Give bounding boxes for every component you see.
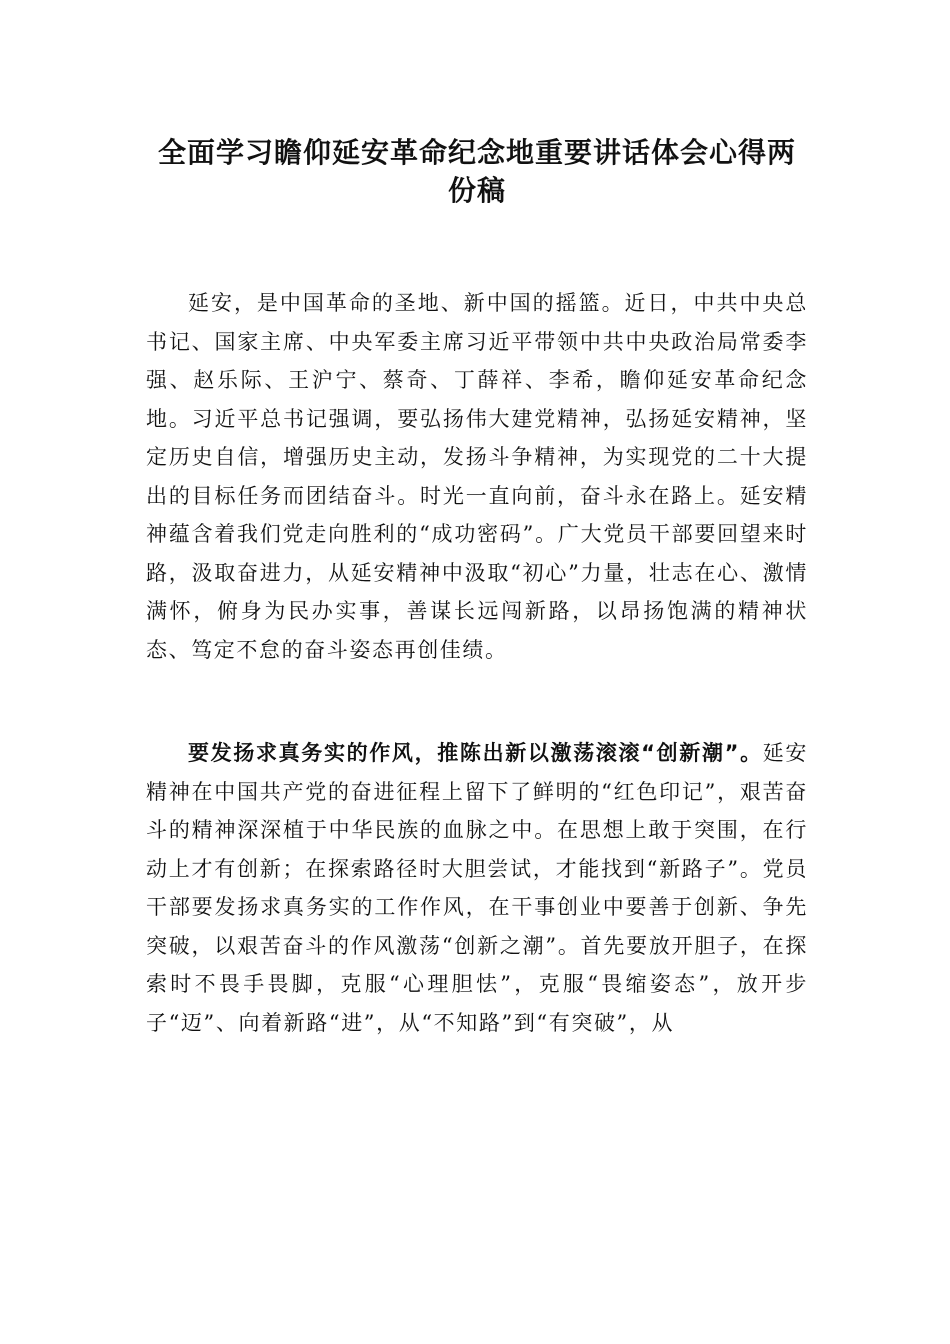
document-page bbox=[146, 120, 808, 1042]
paragraph-body-text: 延安精神在中国共产党的奋进征程上留下了鲜明的“红色印记”，艰苦奋斗的精神深深植于中华民族的血脉之中。在思想上敢于突围，在行动上才有创新；在探索路径时大胆尝试，才能找到“新路子”。党员干部要发扬求真务实的工作作风，在干事创业中要善于创新、争先突破，以艰苦奋斗的作风激荡“创新之潮”。首先要放开胆子，在探索时不畏手畏脚，克服“心理胆怯”，克服“畏缩姿态”，放开步子“迈”、向着新路“进”，从“不知路”到“有突破”，从 bbox=[146, 741, 809, 1035]
paragraph-innovation bbox=[146, 734, 808, 1042]
paragraph-intro: 延安，是中国革命的圣地、新中国的摇篮。近日，中共中央总书记、国家主席、中央军委主席习近平带领中共中央政治局常委李强、赵乐际、王沪宁、蔡奇、丁薛祥、李希，瞻仰延安革命纪念地。习近平总书记强调，要弘扬伟大建党精神，弘扬延安精神，坚定历史自信，增强历史主动，发扬斗争精神，为实现党的二十大提出的目标任务而团结奋斗。时光一直向前，奋斗永在路上。延安精神蕴含着我们党走向胜利的“成功密码”。广大党员干部要回望来时路，汲取奋进力，从延安精神中汲取“初心”力量，壮志在心、激情满怀，俯身为民办实事，善谋长远闯新路，以昂扬饱满的精神状态、笃定不怠的奋斗姿态再创佳绩。 bbox=[146, 291, 808, 662]
document-title: 全面学习瞻仰延安革命纪念地重要讲话体会心得两份稿 bbox=[157, 136, 796, 207]
paragraph-lead-sentence: 要发扬求真务实的作风，推陈出新以激荡滚滚“创新潮”。 bbox=[188, 741, 763, 765]
